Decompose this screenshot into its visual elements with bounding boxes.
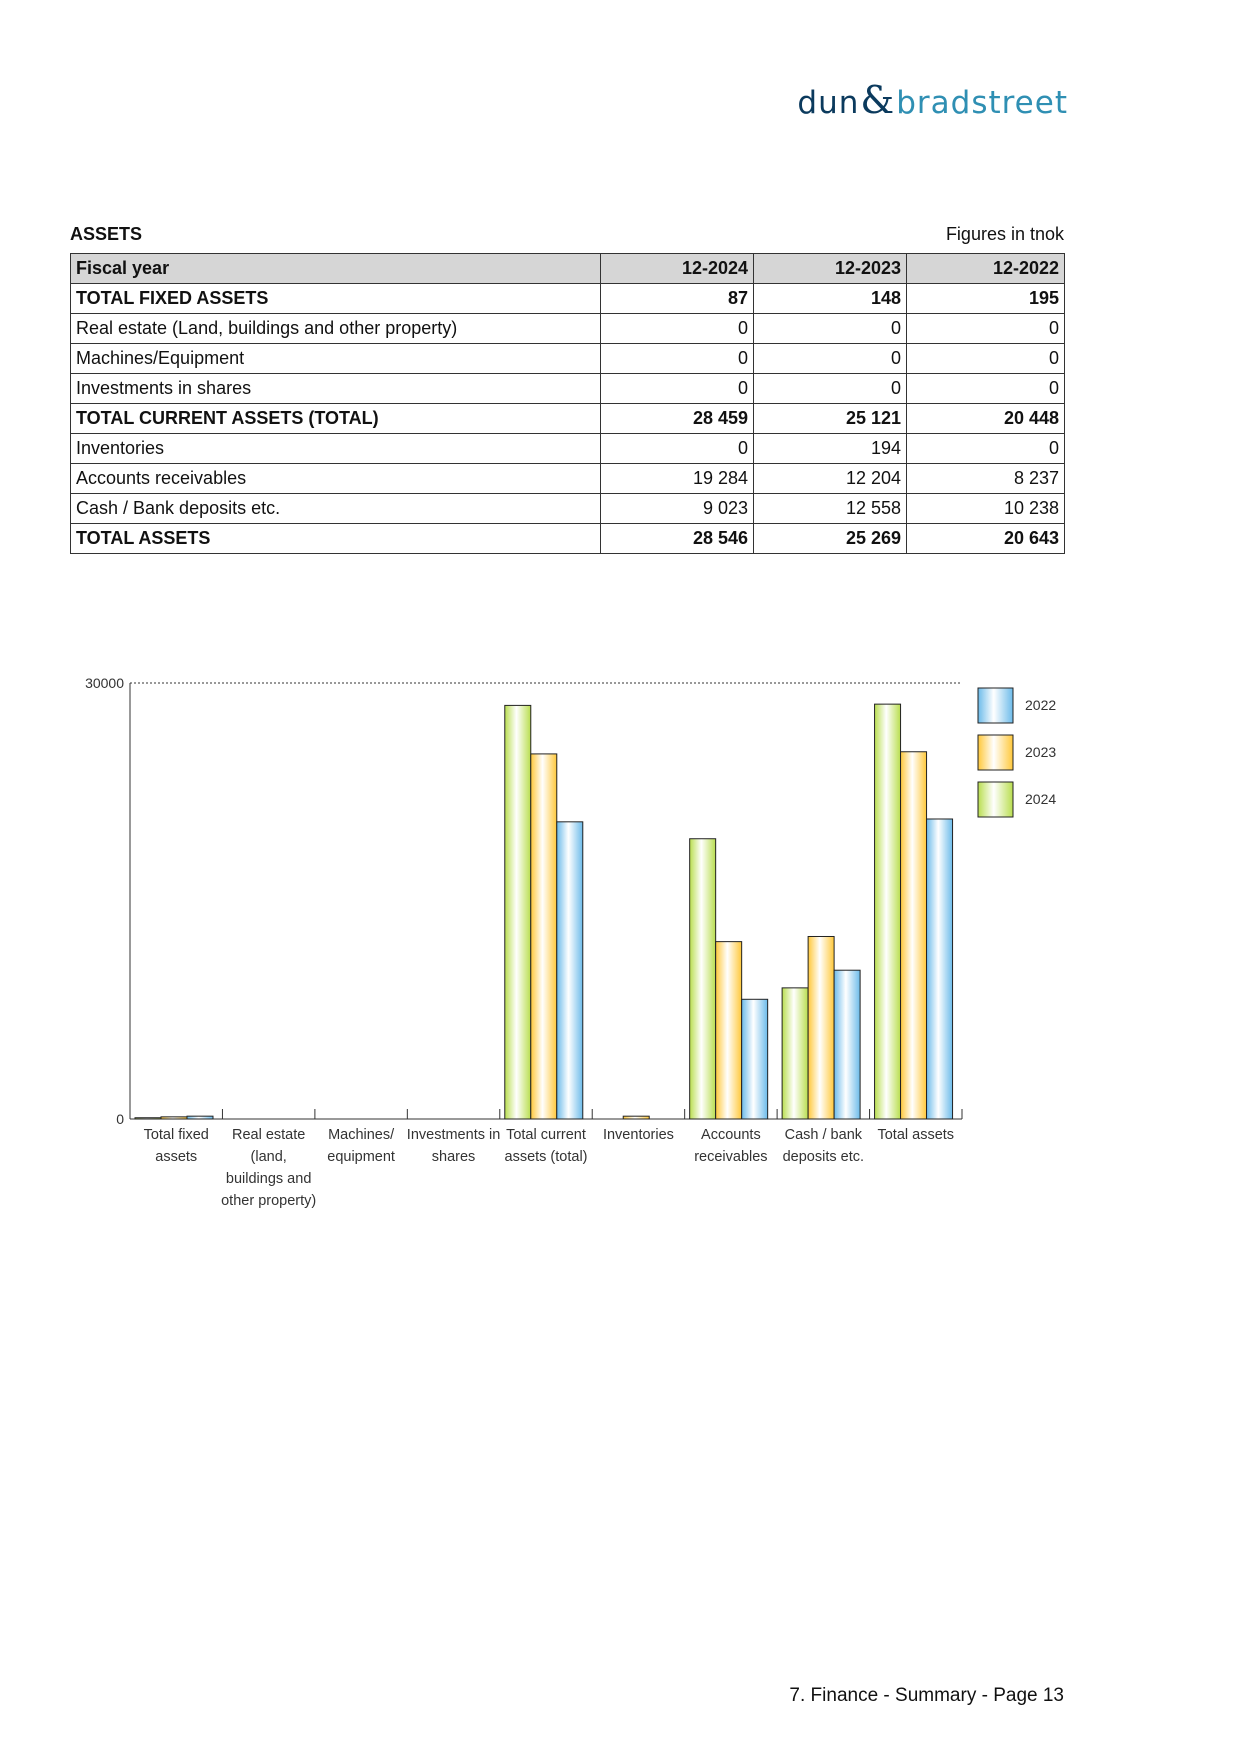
- units-note: Figures in tnok: [945, 224, 1064, 244]
- header-year-2024: 12-2024: [601, 254, 754, 284]
- bar-2024: [875, 704, 901, 1119]
- row-value: 20 643: [907, 524, 1065, 554]
- bar-2022: [742, 999, 768, 1119]
- table-row: [71, 374, 1065, 404]
- table-row: [71, 464, 1065, 494]
- bar-2023: [161, 1117, 187, 1119]
- bar-2023: [901, 752, 927, 1119]
- header-year-2023: 12-2023: [754, 254, 907, 284]
- table-row: [71, 284, 1065, 314]
- y-tick-label: 0: [116, 1111, 124, 1127]
- row-value: 28 546: [601, 524, 754, 554]
- logo-ampersand: &: [860, 78, 896, 122]
- row-value: 87: [601, 284, 754, 314]
- bar-2024: [782, 988, 808, 1119]
- page-footer: 7. Finance - Summary - Page 13: [789, 1685, 1064, 1706]
- x-category-label: Machines/ equipment: [327, 1127, 395, 1165]
- row-value: 25 121: [754, 404, 907, 434]
- table-row: [71, 434, 1065, 464]
- bar-2022: [187, 1116, 213, 1119]
- row-value: 9 023: [601, 494, 754, 524]
- table-row: [71, 494, 1065, 524]
- row-value: 0: [601, 434, 754, 464]
- row-label: Inventories: [71, 434, 601, 464]
- legend-label: 2022: [1025, 697, 1057, 713]
- logo-part-dun: dun: [797, 85, 860, 121]
- x-category-label: Inventories: [602, 1127, 674, 1143]
- header-year-2022: 12-2022: [907, 254, 1065, 284]
- row-value: 0: [907, 434, 1065, 464]
- x-category-label: Total fixed assets: [143, 1127, 209, 1165]
- row-value: 0: [754, 374, 907, 404]
- row-value: 0: [907, 344, 1065, 374]
- row-value: 0: [907, 374, 1065, 404]
- row-label: TOTAL FIXED ASSETS: [71, 284, 601, 314]
- row-label: Investments in shares: [71, 374, 601, 404]
- bar-2024: [135, 1118, 161, 1119]
- legend-label: 2024: [1025, 791, 1057, 807]
- row-value: 8 237: [907, 464, 1065, 494]
- row-value: 19 284: [601, 464, 754, 494]
- row-value: 12 558: [754, 494, 907, 524]
- bar-2023: [623, 1116, 649, 1119]
- row-label: Real estate (Land, buildings and other property): [71, 314, 601, 344]
- x-category-label: Total assets: [877, 1127, 955, 1143]
- table-row: [71, 404, 1065, 434]
- logo-part-bradstreet: bradstreet: [896, 85, 1068, 121]
- row-value: 0: [601, 374, 754, 404]
- row-value: 25 269: [754, 524, 907, 554]
- row-value: 0: [754, 314, 907, 344]
- row-value: 148: [754, 284, 907, 314]
- row-label: TOTAL ASSETS: [71, 524, 601, 554]
- x-category-label: Cash / bank deposits etc.: [782, 1127, 865, 1165]
- row-label: Machines/Equipment: [71, 344, 601, 374]
- row-label: Accounts receivables: [71, 464, 601, 494]
- section-title: ASSETS: [70, 224, 143, 244]
- bar-2023: [531, 754, 557, 1119]
- row-value: 12 204: [754, 464, 907, 494]
- bar-2023: [716, 942, 742, 1119]
- assets-table: [70, 253, 1065, 554]
- legend-swatch-2023: [978, 735, 1013, 770]
- bar-2022: [927, 819, 953, 1119]
- assets-bar-chart: [70, 660, 1070, 1209]
- assets-header: [70, 224, 1064, 245]
- table-header-row: [71, 254, 1065, 284]
- bar-2022: [557, 822, 583, 1119]
- dun-bradstreet-logo: [797, 78, 1068, 122]
- row-value: 10 238: [907, 494, 1065, 524]
- row-value: 0: [601, 344, 754, 374]
- x-category-label: Real estate (land, buildings and other property): [221, 1127, 317, 1209]
- legend-swatch-2024: [978, 782, 1013, 817]
- row-value: 0: [754, 344, 907, 374]
- table-row: [71, 524, 1065, 554]
- row-value: 20 448: [907, 404, 1065, 434]
- row-value: 0: [907, 314, 1065, 344]
- row-value: 195: [907, 284, 1065, 314]
- bar-2023: [808, 936, 834, 1119]
- legend-label: 2023: [1025, 744, 1057, 760]
- row-label: TOTAL CURRENT ASSETS (TOTAL): [71, 404, 601, 434]
- header-fiscal-year: Fiscal year: [71, 254, 601, 284]
- bar-2024: [505, 705, 531, 1119]
- legend-swatch-2022: [978, 688, 1013, 723]
- x-category-label: Accounts receivables: [694, 1127, 768, 1165]
- table-row: [71, 314, 1065, 344]
- row-value: 28 459: [601, 404, 754, 434]
- x-category-label: Investments in shares: [406, 1127, 501, 1165]
- bar-2024: [690, 839, 716, 1119]
- row-label: Cash / Bank deposits etc.: [71, 494, 601, 524]
- y-tick-label: 30000: [85, 675, 124, 691]
- table-row: [71, 344, 1065, 374]
- row-value: 194: [754, 434, 907, 464]
- row-value: 0: [601, 314, 754, 344]
- bar-2022: [834, 970, 860, 1119]
- x-category-label: Total current assets (total): [504, 1127, 588, 1165]
